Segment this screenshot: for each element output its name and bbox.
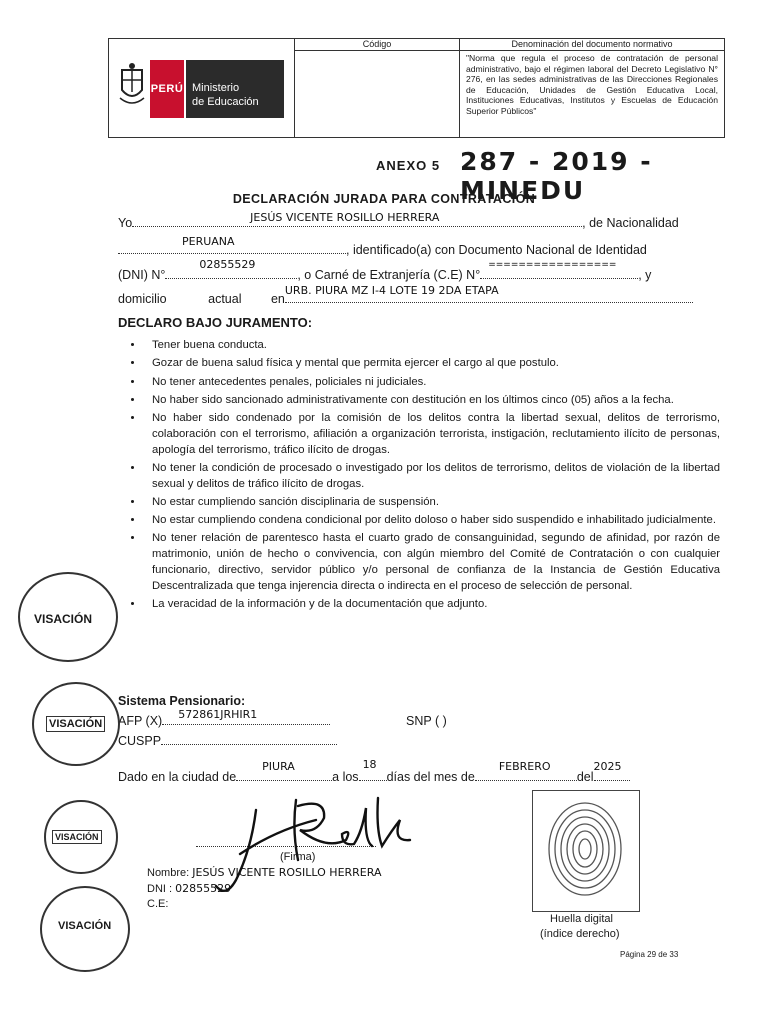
ciudad-value: PIURA bbox=[262, 760, 295, 773]
page-number: Página 29 de 33 bbox=[620, 950, 679, 959]
mes-field bbox=[475, 760, 577, 781]
list-item: • La veracidad de la información y de la documentación que adjunto. bbox=[144, 597, 720, 613]
denominacion-header: Denominación del documento normativo bbox=[460, 39, 724, 51]
huella-label-1: Huella digital bbox=[550, 913, 613, 925]
dni-sign-line bbox=[147, 882, 231, 895]
list-item: • No tener relación de parentesco hasta el cuarto grado de consanguinidad, segundo de afinidad, por razón de matrimonio, unión de hecho o convivencia, con algún miembro del Comité de Contratación o con cualquier funcionario, directivo, servidor público y/o personal de confianza de la Instancia de Gestión Educativa Descentralizada que tenga injerencia directa o indirecta en el proceso de selección de personal. bbox=[144, 531, 720, 594]
document-title: DECLARACIÓN JURADA PARA CONTRATACIÓN bbox=[232, 192, 536, 206]
visacion-stamp bbox=[18, 572, 118, 662]
declaration-list bbox=[118, 338, 720, 615]
dado-label: Dado en la ciudad de bbox=[118, 770, 237, 784]
list-item: • No estar cumpliendo condena condicional por delito doloso o haber sido suspendido e inhabilitado judicialmente. bbox=[144, 513, 720, 529]
ministerio-logo-line1: Ministerio bbox=[192, 82, 240, 94]
yo-field bbox=[132, 211, 582, 227]
nombre-label: Nombre: bbox=[147, 867, 190, 879]
list-item: • No tener la condición de procesado o investigado por los delitos de terrorismo, delitos de violación de la libertad sexual y delitos de tráfico ilícito de drogas. bbox=[144, 461, 720, 492]
stamp-label: VISACIÓN bbox=[58, 920, 112, 932]
dni-value: 02855529 bbox=[199, 258, 256, 271]
y-label: , y bbox=[638, 268, 652, 282]
dia-value: 18 bbox=[362, 758, 377, 771]
nacionalidad-field bbox=[118, 235, 346, 254]
peru-logo: PERÚ bbox=[150, 60, 184, 118]
visacion-stamp bbox=[44, 800, 118, 874]
ce-label: C.E: bbox=[147, 898, 169, 910]
resolution-number: 287 - 2019 - MINEDU bbox=[460, 147, 653, 205]
anio-field bbox=[593, 760, 630, 781]
codigo-cell bbox=[295, 39, 460, 137]
firma-label: (Firma) bbox=[280, 851, 316, 863]
dni-sign-value: 02855529 bbox=[175, 882, 232, 895]
dni-field bbox=[165, 258, 297, 279]
nombre-value: JESÚS VICENTE ROSILLO HERRERA bbox=[192, 866, 382, 879]
yo-label: Yo bbox=[118, 216, 133, 230]
afp-label: AFP (X) bbox=[118, 714, 163, 728]
carne-field bbox=[480, 260, 638, 279]
nacionalidad-value: PERUANA bbox=[182, 235, 235, 248]
cuspp-line bbox=[118, 732, 337, 748]
dni-label: (DNI) N° bbox=[118, 268, 166, 282]
ministerio-logo-line2: de Educación bbox=[192, 96, 259, 108]
stamp-label: VISACIÓN bbox=[46, 716, 105, 732]
list-item: • Gozar de buena salud física y mental que permita ejercer el cargo al que postulo. bbox=[144, 356, 720, 372]
mes-value: FEBRERO bbox=[498, 760, 551, 773]
domicilio-label-2: actual bbox=[208, 292, 242, 306]
list-item: • No estar cumpliendo sanción disciplinaria de suspensión. bbox=[144, 495, 720, 511]
afp-field bbox=[162, 708, 330, 725]
huella-label-2: (índice derecho) bbox=[540, 928, 620, 940]
list-item: • No haber sido condenado por la comisión de los delitos contra la libertad sexual, delitos de terrorismo, colaboración con el terrorismo, afiliación a organización terrorista, instigación, reclutamiento ilícito de personas, apología del terrorismo, tráfico ilícito de drogas. bbox=[144, 411, 720, 458]
alos-label: a los bbox=[332, 770, 359, 784]
cuspp-label: CUSPP bbox=[118, 734, 162, 748]
anio-value: 2025 bbox=[593, 760, 622, 773]
nacionalidad-label: , de Nacionalidad bbox=[582, 216, 679, 230]
yo-line bbox=[118, 211, 693, 230]
stamp-label: VISACIÓN bbox=[34, 612, 93, 626]
domicilio-label-3: en bbox=[270, 292, 285, 306]
visacion-stamp bbox=[32, 682, 120, 766]
fingerprint-box bbox=[532, 790, 640, 912]
afp-line bbox=[118, 708, 330, 728]
carne-value: ================= bbox=[488, 260, 617, 270]
snp-label: SNP ( ) bbox=[406, 714, 447, 728]
anexo-label: ANEXO 5 bbox=[376, 158, 441, 173]
domicilio-value: URB. PIURA MZ I-4 LOTE 19 2DA ETAPA bbox=[284, 284, 499, 297]
declaro-heading: DECLARO BAJO JURAMENTO: bbox=[118, 315, 313, 330]
codigo-header: Código bbox=[295, 39, 459, 51]
dni-line bbox=[118, 258, 693, 282]
list-item: • No haber sido sancionado administrativamente con destitución en los últimos cinco (05) años a la fecha. bbox=[144, 393, 720, 409]
dias-label: días del mes de bbox=[386, 770, 475, 784]
denominacion-cell bbox=[460, 39, 724, 137]
domicilio-field bbox=[284, 284, 693, 303]
identificado-label: , identificado(a) con Documento Nacional de Identidad bbox=[346, 243, 647, 257]
peru-coat-of-arms-icon bbox=[118, 62, 146, 108]
domicilio-label-1: domicilio bbox=[118, 292, 167, 306]
dia-field bbox=[359, 758, 387, 781]
nacionalidad-line bbox=[118, 235, 693, 257]
visacion-stamp bbox=[40, 886, 130, 972]
denominacion-text: "Norma que regula el proceso de contratación de personal administrativo, bajo el régimen laboral del Decreto Legislativo N° 276, en las sedes administrativas de las Direcciones Regionales de Educación, Unidades de Gestión Educativa Local, Instituciones Educativas, Institutos y Escuelas de Educación Superior Públicos" bbox=[466, 53, 718, 116]
cuspp-field bbox=[161, 732, 337, 745]
ministerio-logo bbox=[186, 60, 284, 118]
carne-label: , o Carné de Extranjería (C.E) N° bbox=[297, 268, 481, 282]
fingerprint-icon bbox=[533, 791, 637, 909]
pension-title: Sistema Pensionario: bbox=[118, 694, 246, 708]
list-item: • Tener buena conducta. bbox=[144, 338, 720, 354]
nombre-line bbox=[147, 866, 381, 879]
del-label: del bbox=[576, 770, 594, 784]
date-line bbox=[118, 758, 703, 784]
yo-value: JESÚS VICENTE ROSILLO HERRERA bbox=[250, 211, 440, 224]
stamp-label: VISACIÓN bbox=[52, 830, 102, 844]
domicilio-line bbox=[118, 284, 693, 306]
list-item: • No tener antecedentes penales, policiales ni judiciales. bbox=[144, 375, 720, 391]
ciudad-field bbox=[236, 760, 332, 781]
dni-sign-label: DNI : bbox=[147, 883, 173, 895]
afp-value: 572861JRHIR1 bbox=[178, 708, 258, 721]
